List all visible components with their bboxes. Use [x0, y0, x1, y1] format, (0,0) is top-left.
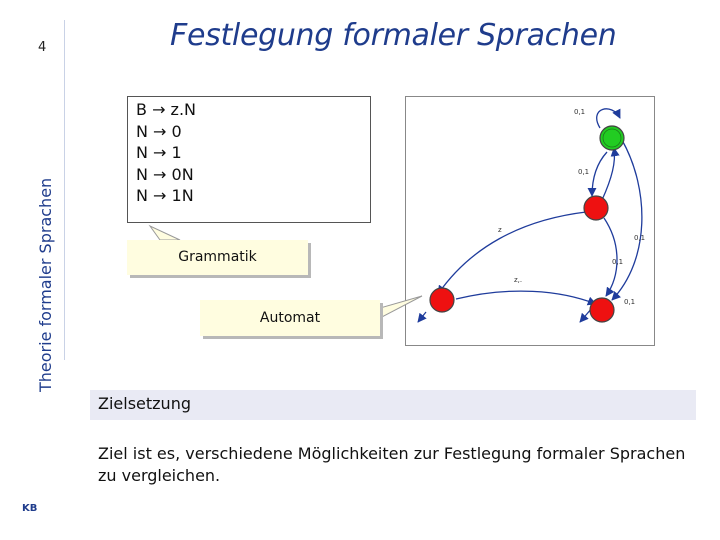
grammar-rule: B → z.N [136, 100, 197, 119]
transition-label: 0,1 [612, 258, 624, 266]
slide-number: 4 [38, 40, 47, 55]
transition-label: 0,1 [624, 298, 636, 306]
transition-label: 0,1 [574, 108, 586, 116]
body-text: Ziel ist es, verschiedene Möglichkeiten zur Festlegung formaler Sprachen zu vergleichen. [98, 444, 686, 485]
transition-label: 0,1 [578, 168, 590, 176]
start-arrow [418, 312, 426, 322]
automaton-state [590, 298, 614, 322]
transition-arrow [604, 218, 617, 296]
transition-arrow [456, 291, 596, 304]
section-header [90, 390, 696, 420]
footer-logo: KB [22, 503, 38, 514]
transition-label: z,. [514, 276, 523, 284]
final-state [600, 126, 624, 150]
transition-label: 0,1 [634, 234, 646, 242]
section-title: Zielsetzung [98, 394, 191, 413]
grammar-rule: N → 1N [136, 186, 194, 205]
grammar-rule: N → 1 [136, 143, 182, 162]
grammar-rule: N → 0N [136, 164, 194, 184]
transition-arrow [592, 152, 607, 196]
automaton-state [584, 196, 608, 220]
slide-title: Festlegung formaler Sprachen [170, 18, 617, 53]
grammatik-callout: Grammatik [127, 240, 308, 275]
automaton-state [430, 288, 454, 312]
self-loop-arrow [597, 109, 620, 128]
transition-label: z [498, 226, 502, 234]
automat-callout: Automat [200, 300, 380, 336]
vertical-title: Theorie formaler Sprachen [36, 177, 55, 392]
transition-arrow [438, 212, 586, 294]
grammar-rule: N → 0 [136, 121, 182, 141]
automat-pointer [380, 296, 422, 318]
grammatik-pointer [150, 226, 180, 240]
transition-arrow [612, 140, 642, 300]
